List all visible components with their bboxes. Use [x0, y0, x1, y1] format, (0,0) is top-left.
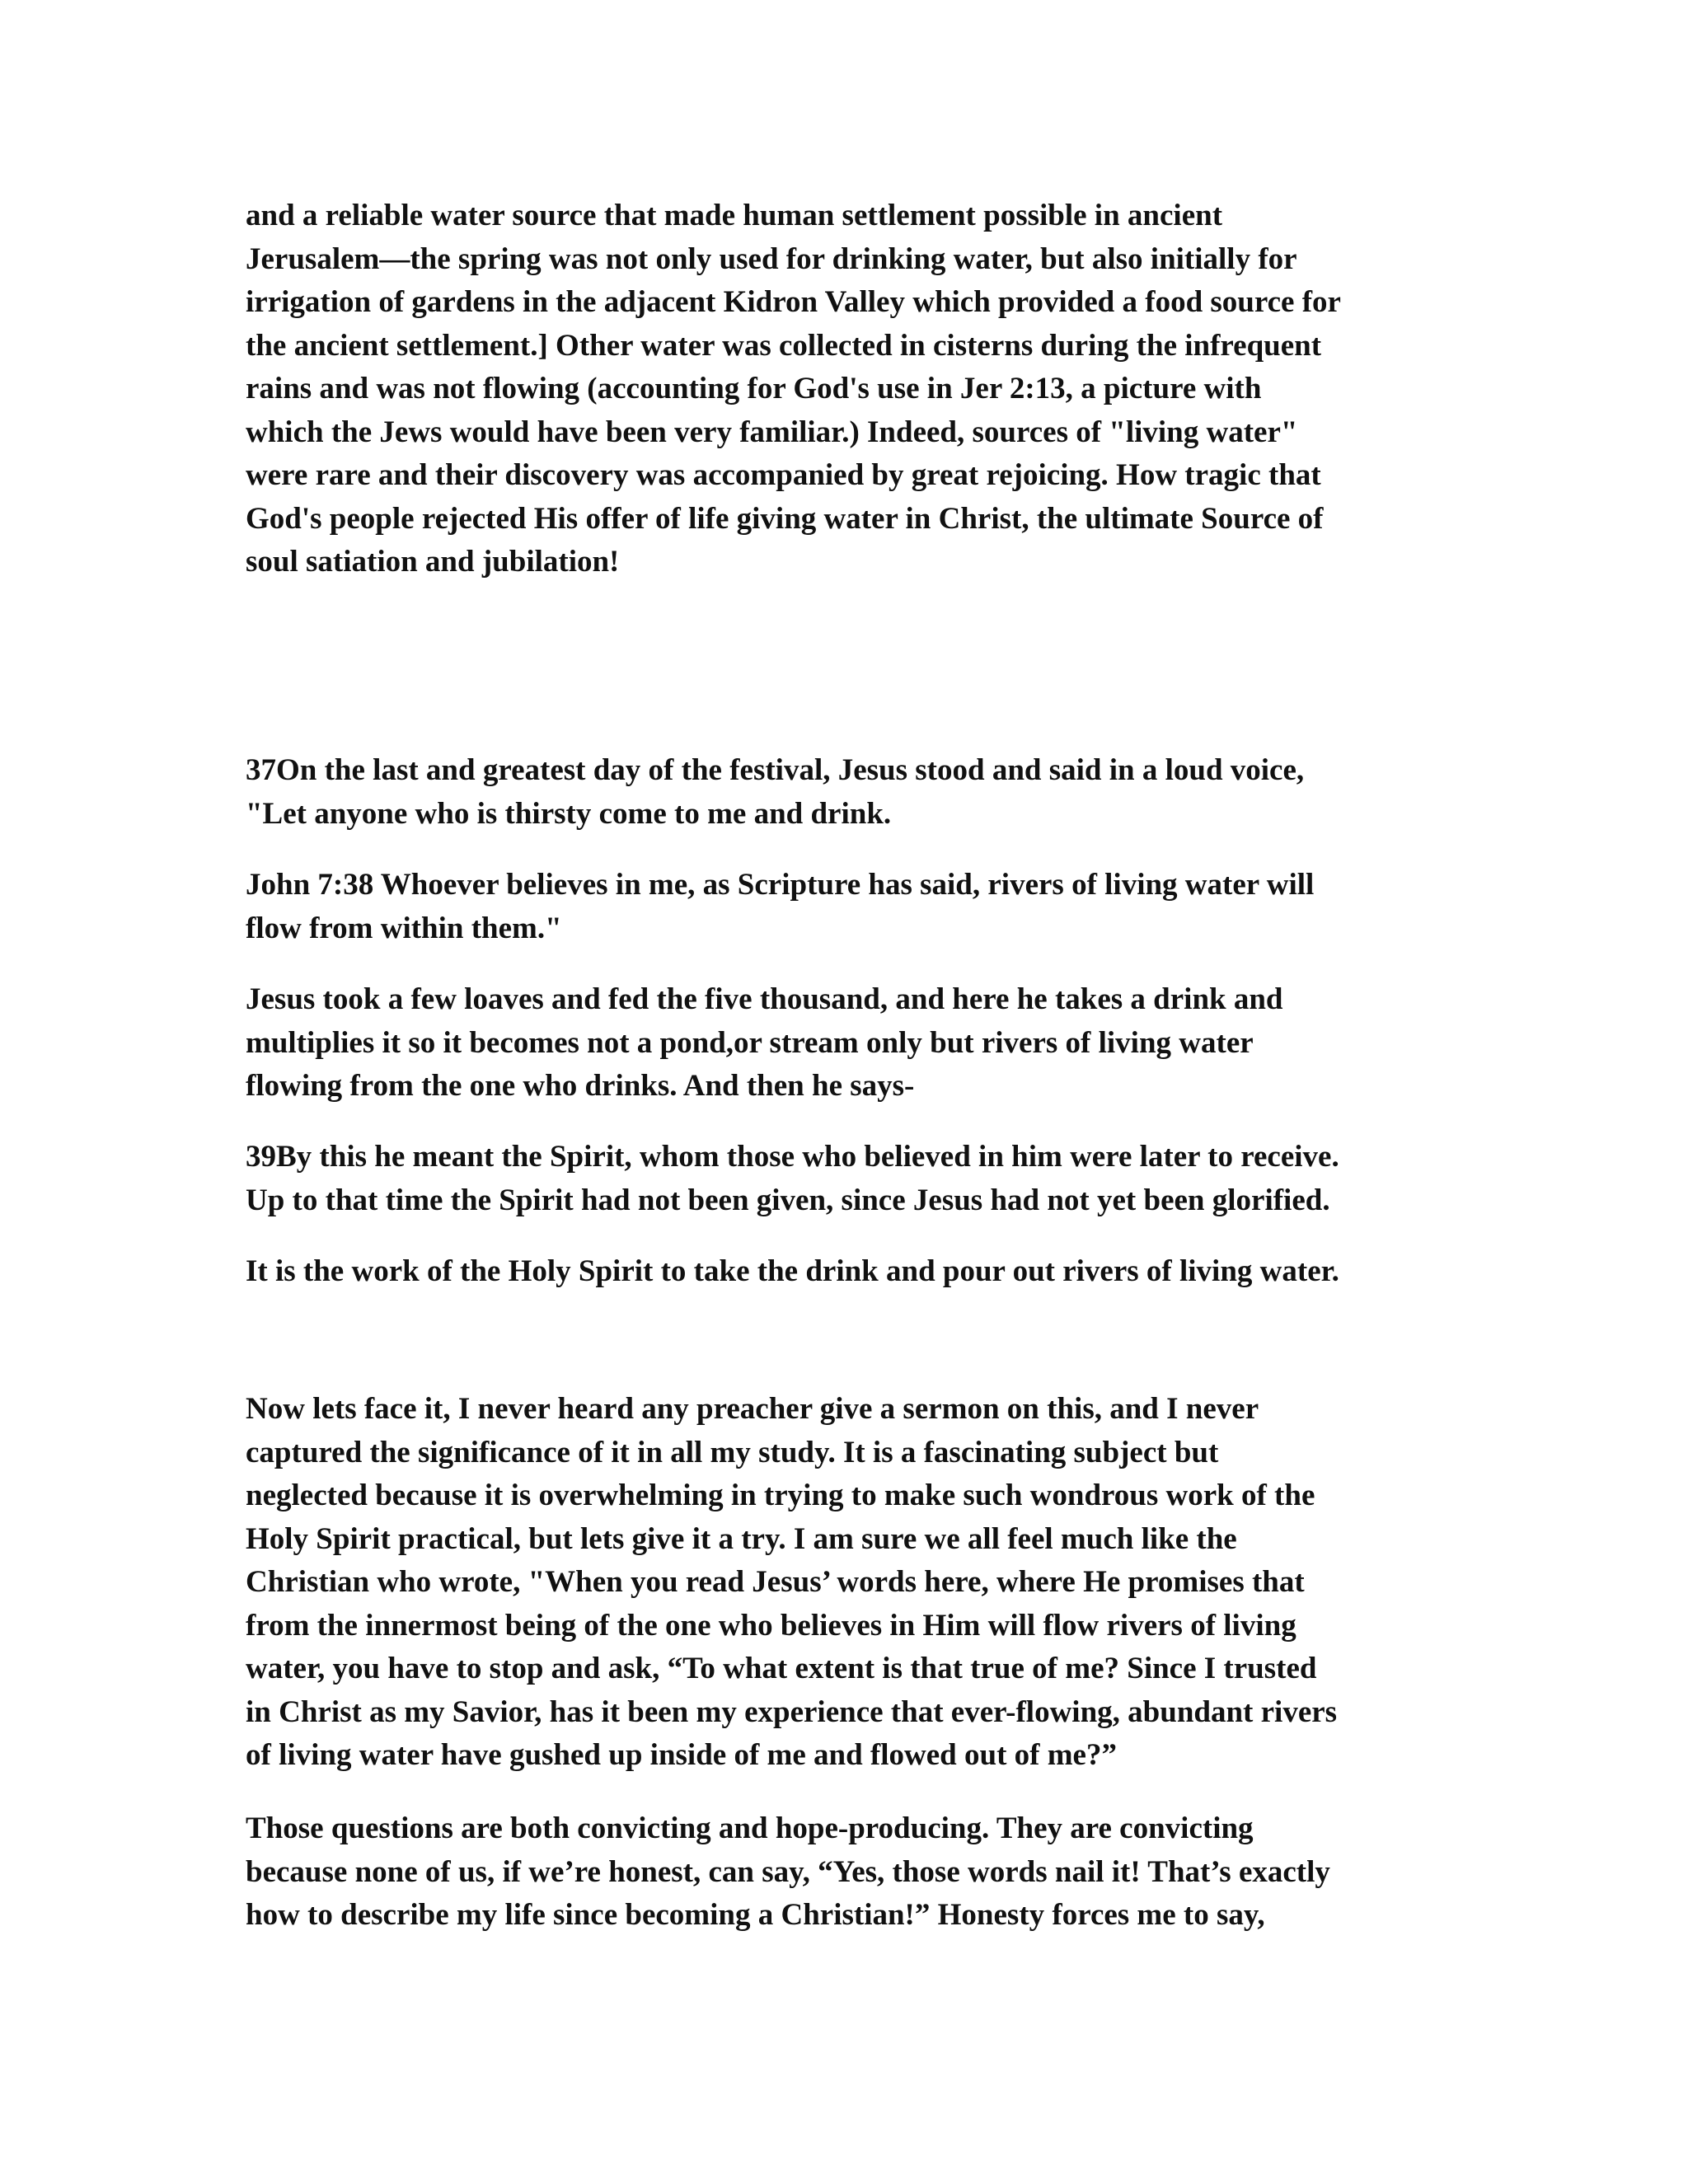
paragraph-convicting-questions: Those questions are both convicting and hope-producing. They are convicting because none of us, if we’re honest, can say, “Yes, those words nail it! That’s exactly how to describe my life since becoming a Christian!” Honesty forces me to say, [246, 1811, 1330, 1932]
paragraph-water-source: and a reliable water source that made human settlement possible in ancient Jerusalem—the spring was not only used for drinking water, but also initially for irrigation of gardens in the adjacent Kidron Valley which provided a food source for the ancient settlement.] Other water was collected in cisterns during the infrequent rains and was not flowing (accounting for God's use in Jer 2:13, a picture with which the Jews would have been very familiar.) Indeed, sources of "living water" were rare and their discovery was accompanied by great rejoicing. How tragic that God's people rejected His offer of life giving water in Christ, the ultimate Source of soul satiation and jubilation! [246, 199, 1341, 579]
paragraph-holy-spirit-work: It is the work of the Holy Spirit to take the drink and pour out rivers of living water. [246, 1254, 1339, 1288]
paragraph-verse-37: 37On the last and greatest day of the festival, Jesus stood and said in a loud voice, "Let anyone who is thirsty come to me and drink. [246, 753, 1305, 831]
paragraph-verse-39: 39By this he meant the Spirit, whom those who believed in him were later to receive. Up to that time the Spirit had not been given, since Jesus had not yet been glorified. [246, 1140, 1339, 1217]
paragraph-john-7-38: John 7:38 Whoever believes in me, as Scripture has said, rivers of living water will flow from within them." [246, 868, 1315, 945]
paragraph-sermon-reflection: Now lets face it, I never heard any preacher give a sermon on this, and I never captured the significance of it in all my study. It is a fascinating subject but neglected because it is overwhelming in trying to make such wondrous work of the Holy Spirit practical, but lets give it a try. I am sure we all feel much like the Christian who wrote, "When you read Jesus’ words here, where He promises that from the innermost being of the one who believes in Him will flow rivers of living water, you have to stop and ask, “To what extent is that true of me? Since I trusted in Christ as my Savior, has it been my experience that ever-flowing, abundant rivers of living water have gushed up inside of me and flowed out of me?” [246, 1392, 1338, 1772]
paragraph-loaves-commentary: Jesus took a few loaves and fed the five thousand, and here he takes a drink and multiplies it so it becomes not a pond,or stream only but rivers of living water flowing from the one who drinks. And then he says- [246, 982, 1283, 1103]
